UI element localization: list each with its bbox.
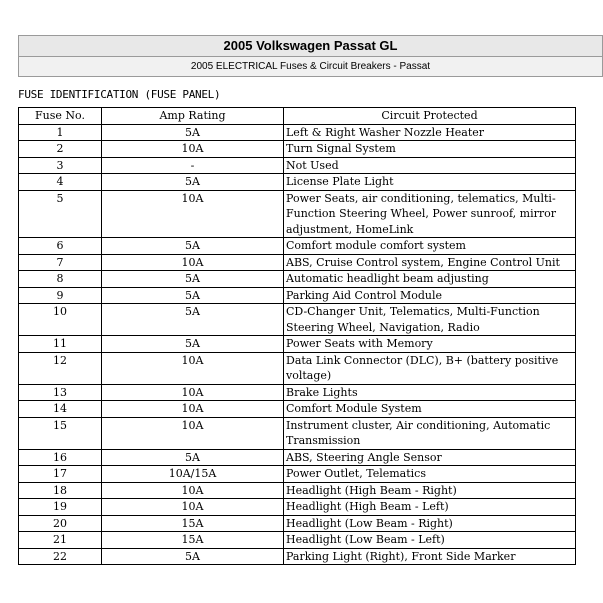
- amp-rating-cell: 5A: [102, 548, 284, 565]
- amp-rating-cell: 5A: [102, 174, 284, 191]
- circuit-protected-cell: CD-Changer Unit, Telematics, Multi-Function Steering Wheel, Navigation, Radio: [284, 304, 576, 336]
- document-header: [18, 35, 603, 77]
- table-row: [19, 515, 576, 532]
- fuse-number-cell: 16: [19, 449, 102, 466]
- amp-rating-cell: 5A: [102, 271, 284, 288]
- table-row: [19, 482, 576, 499]
- circuit-protected-cell: Power Seats, air conditioning, telematics, Multi-Function Steering Wheel, Power sunroof, mirror adjustment, HomeLink: [284, 190, 576, 238]
- amp-rating-cell: 10A: [102, 482, 284, 499]
- fuse-number-cell: 13: [19, 384, 102, 401]
- table-row: [19, 466, 576, 483]
- amp-rating-cell: 10A/15A: [102, 466, 284, 483]
- column-header-fuse-no: Fuse No.: [19, 108, 102, 125]
- amp-rating-cell: 5A: [102, 304, 284, 336]
- fuse-number-cell: 9: [19, 287, 102, 304]
- amp-rating-cell: 15A: [102, 515, 284, 532]
- fuse-number-cell: 3: [19, 157, 102, 174]
- table-row: [19, 384, 576, 401]
- table-row: [19, 417, 576, 449]
- circuit-protected-cell: Parking Light (Right), Front Side Marker: [284, 548, 576, 565]
- table-row: [19, 352, 576, 384]
- amp-rating-cell: 5A: [102, 336, 284, 353]
- amp-rating-cell: 10A: [102, 499, 284, 516]
- circuit-protected-cell: Parking Aid Control Module: [284, 287, 576, 304]
- table-row: [19, 157, 576, 174]
- table-row: [19, 271, 576, 288]
- table-row: [19, 141, 576, 158]
- table-row: [19, 190, 576, 238]
- circuit-protected-cell: Power Outlet, Telematics: [284, 466, 576, 483]
- table-row: [19, 548, 576, 565]
- fuse-number-cell: 7: [19, 254, 102, 271]
- amp-rating-cell: 5A: [102, 287, 284, 304]
- fuse-number-cell: 22: [19, 548, 102, 565]
- fuse-number-cell: 15: [19, 417, 102, 449]
- amp-rating-cell: 10A: [102, 384, 284, 401]
- table-row: [19, 304, 576, 336]
- amp-rating-cell: 5A: [102, 124, 284, 141]
- circuit-protected-cell: Headlight (High Beam - Right): [284, 482, 576, 499]
- circuit-protected-cell: Data Link Connector (DLC), B+ (battery positive voltage): [284, 352, 576, 384]
- amp-rating-cell: 10A: [102, 352, 284, 384]
- fuse-number-cell: 19: [19, 499, 102, 516]
- column-header-amp-rating: Amp Rating: [102, 108, 284, 125]
- circuit-protected-cell: Headlight (Low Beam - Right): [284, 515, 576, 532]
- table-body: [19, 124, 576, 565]
- fuse-number-cell: 20: [19, 515, 102, 532]
- amp-rating-cell: -: [102, 157, 284, 174]
- table-row: [19, 238, 576, 255]
- fuse-number-cell: 12: [19, 352, 102, 384]
- amp-rating-cell: 5A: [102, 238, 284, 255]
- table-row: [19, 287, 576, 304]
- fuse-number-cell: 10: [19, 304, 102, 336]
- table-row: [19, 174, 576, 191]
- circuit-protected-cell: ABS, Steering Angle Sensor: [284, 449, 576, 466]
- fuse-number-cell: 1: [19, 124, 102, 141]
- amp-rating-cell: 10A: [102, 141, 284, 158]
- fuse-number-cell: 14: [19, 401, 102, 418]
- amp-rating-cell: 15A: [102, 532, 284, 549]
- table-row: [19, 532, 576, 549]
- table-row: [19, 401, 576, 418]
- table-row: [19, 254, 576, 271]
- circuit-protected-cell: Headlight (Low Beam - Left): [284, 532, 576, 549]
- table-row: [19, 449, 576, 466]
- circuit-protected-cell: Power Seats with Memory: [284, 336, 576, 353]
- fuse-number-cell: 4: [19, 174, 102, 191]
- amp-rating-cell: 10A: [102, 190, 284, 238]
- table-header-row: [19, 108, 576, 125]
- fuse-number-cell: 21: [19, 532, 102, 549]
- circuit-protected-cell: License Plate Light: [284, 174, 576, 191]
- circuit-protected-cell: Instrument cluster, Air conditioning, Automatic Transmission: [284, 417, 576, 449]
- fuse-number-cell: 5: [19, 190, 102, 238]
- circuit-protected-cell: Automatic headlight beam adjusting: [284, 271, 576, 288]
- amp-rating-cell: 10A: [102, 417, 284, 449]
- amp-rating-cell: 10A: [102, 401, 284, 418]
- table-row: [19, 336, 576, 353]
- circuit-protected-cell: Turn Signal System: [284, 141, 576, 158]
- fuse-number-cell: 8: [19, 271, 102, 288]
- circuit-protected-cell: Comfort module comfort system: [284, 238, 576, 255]
- circuit-protected-cell: Brake Lights: [284, 384, 576, 401]
- circuit-protected-cell: Comfort Module System: [284, 401, 576, 418]
- fuse-number-cell: 6: [19, 238, 102, 255]
- fuse-number-cell: 11: [19, 336, 102, 353]
- circuit-protected-cell: Headlight (High Beam - Left): [284, 499, 576, 516]
- table-row: [19, 124, 576, 141]
- fuse-table: [18, 107, 576, 565]
- section-label: FUSE IDENTIFICATION (FUSE PANEL): [18, 88, 221, 101]
- circuit-protected-cell: Not Used: [284, 157, 576, 174]
- amp-rating-cell: 5A: [102, 449, 284, 466]
- fuse-number-cell: 18: [19, 482, 102, 499]
- column-header-circuit-protected: Circuit Protected: [284, 108, 576, 125]
- page-subtitle: 2005 ELECTRICAL Fuses & Circuit Breakers - Passat: [19, 57, 602, 76]
- circuit-protected-cell: ABS, Cruise Control system, Engine Control Unit: [284, 254, 576, 271]
- circuit-protected-cell: Left & Right Washer Nozzle Heater: [284, 124, 576, 141]
- page-title: 2005 Volkswagen Passat GL: [19, 36, 602, 57]
- table-row: [19, 499, 576, 516]
- amp-rating-cell: 10A: [102, 254, 284, 271]
- fuse-number-cell: 17: [19, 466, 102, 483]
- fuse-number-cell: 2: [19, 141, 102, 158]
